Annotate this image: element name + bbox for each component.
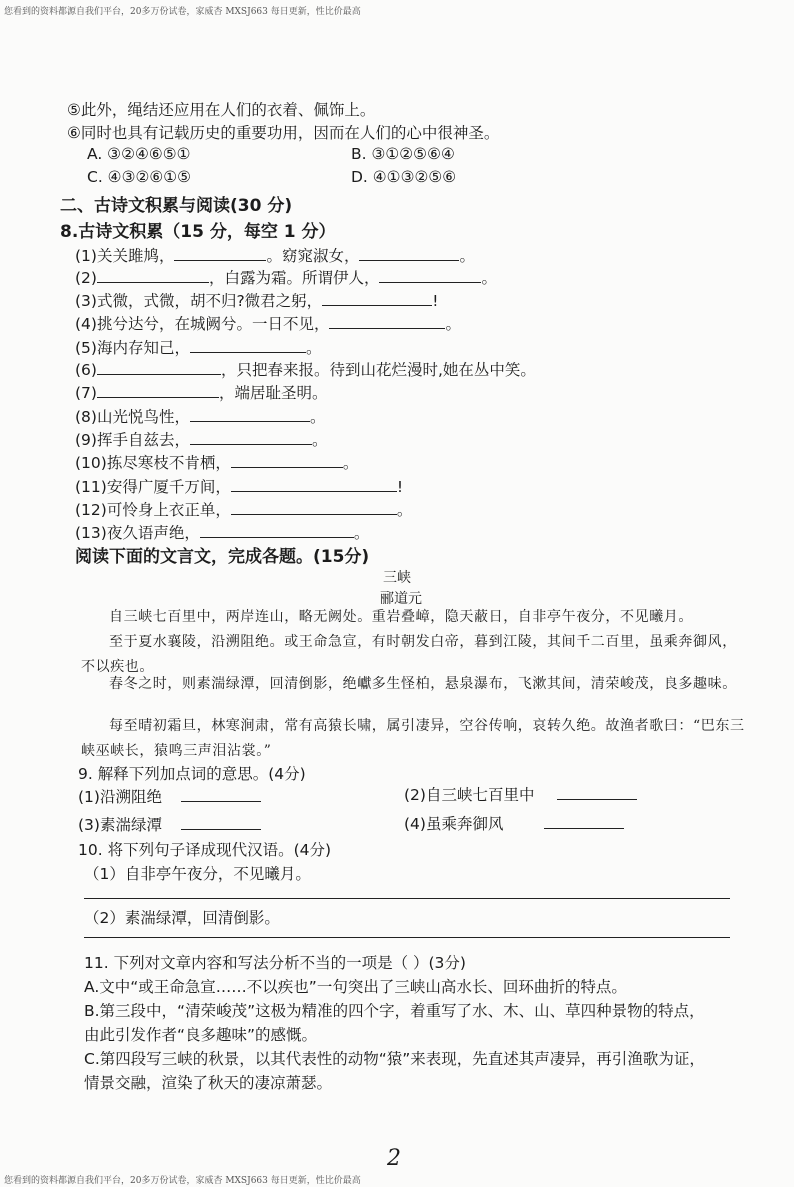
poem-line-12 [75, 498, 412, 520]
poem-text: (8)山光悦鸟性， [75, 408, 190, 426]
poem-line-3 [75, 289, 438, 311]
answer-blank[interactable] [190, 339, 306, 353]
poem-text: (13)夜久语声绝， [75, 524, 200, 542]
q9-item-text: (2)自三峡七百里中 [404, 786, 535, 804]
answer-blank[interactable] [322, 292, 432, 306]
answer-blank[interactable] [181, 816, 261, 830]
answer-blank[interactable] [329, 315, 445, 329]
page-number: 2 [387, 1146, 401, 1171]
q11-option-c-line-2: 情景交融，渲染了秋天的凄凉萧瑟。 [84, 1074, 333, 1092]
item-6: ⑥同时也具有记载历史的重要功用，因而在人们的心中很神圣。 [67, 124, 500, 142]
answer-blank[interactable] [97, 384, 219, 398]
poem-text: 。 [305, 339, 322, 357]
reading-title: 阅读下面的文言文，完成各题。(15分) [75, 547, 370, 567]
poem-text: (6) [75, 361, 97, 379]
poem-text: ，端居耻圣明。 [218, 384, 328, 402]
poem-text: (5)海内存知己， [75, 339, 190, 357]
poem-text: 。 [309, 408, 326, 426]
answer-blank[interactable] [379, 269, 481, 283]
answer-blank[interactable] [557, 786, 637, 800]
poem-line-9 [75, 428, 327, 450]
answer-blank[interactable] [97, 361, 221, 375]
answer-blank[interactable] [190, 431, 312, 445]
poem-text: 。 [311, 431, 328, 449]
q9-item-2 [404, 783, 637, 805]
answer-blank[interactable] [231, 501, 397, 515]
article-author: 郦道元 [380, 591, 422, 607]
poem-line-6 [75, 358, 536, 380]
q8-title: 8.古诗文积累（15 分，每空 1 分） [60, 222, 336, 242]
q11-option-c-line-1: C.第四段写三峡的秋景，以其代表性的动物“猿”来表现，先直述其声凄异，再引渔歌为证， [84, 1050, 705, 1068]
answer-line[interactable] [84, 937, 730, 938]
q9-item-text: (3)素湍绿潭 [78, 816, 162, 834]
poem-text: 。 [353, 524, 370, 542]
poem-text: ，白露为霜。所谓伊人， [208, 269, 380, 287]
answer-blank[interactable] [174, 247, 266, 261]
poem-text: 。 [481, 269, 497, 287]
poem-text: 。 [459, 247, 475, 265]
watermark-top: 您看到的资料都源自我们平台，20多万份试卷，家威杏 MXSJ663 每日更新，性比价最高 [4, 7, 361, 17]
poem-line-1 [75, 244, 475, 266]
poem-text: 。 [342, 454, 359, 472]
answer-blank[interactable] [359, 247, 459, 261]
q9-item-3 [78, 813, 261, 835]
poem-line-5 [75, 336, 321, 358]
poem-text: (11)安得广厦千万间， [75, 478, 231, 496]
q11-option-b-line-1: B.第三段中，“清荣峻茂”这极为精准的四个字，着重写了水、木、山、草四种景物的特点， [84, 1002, 705, 1020]
item-5: ⑤此外，绳结还应用在人们的衣着、佩饰上。 [67, 101, 376, 119]
q9-item-4 [404, 812, 624, 834]
article-paragraph-3: 春冬之时，则素湍绿潭，回清倒影，绝巘多生怪柏，悬泉瀑布，飞漱其间，清荣峻茂，良多趣味。 [109, 676, 737, 692]
option-d: D. ④①③②⑤⑥ [351, 168, 457, 186]
q10-sentence-2: （2）素湍绿潭，回清倒影。 [84, 909, 280, 927]
option-a: A. ③②④⑥⑤① [87, 145, 191, 163]
watermark-bottom: 您看到的资料都源自我们平台，20多万份试卷，家威杏 MXSJ663 每日更新，性比价最高 [4, 1176, 361, 1186]
poem-text: (12)可怜身上衣正单， [75, 501, 231, 519]
poem-text: (2) [75, 269, 97, 287]
answer-blank[interactable] [190, 408, 310, 422]
poem-text: (1)关关雎鸠， [75, 247, 175, 265]
poem-line-7 [75, 381, 327, 403]
answer-blank[interactable] [231, 454, 343, 468]
answer-blank[interactable] [200, 524, 354, 538]
poem-text: ! [396, 478, 404, 496]
poem-text: 。窈窕淑女， [266, 247, 360, 265]
poem-line-4 [75, 312, 461, 334]
article-paragraph-1: 自三峡七百里中，两岸连山，略无阙处。重岩叠嶂，隐天蔽日，自非亭午夜分，不见曦月。 [109, 609, 693, 625]
option-c: C. ④③②⑥①⑤ [87, 168, 192, 186]
answer-blank[interactable] [181, 788, 261, 802]
poem-text: (3)式微，式微，胡不归?微君之躬， [75, 292, 323, 310]
q10-title: 10. 将下列句子译成现代汉语。(4分) [78, 841, 332, 859]
article-title: 三峡 [383, 570, 411, 586]
poem-text: (4)挑兮达兮，在城阙兮。一日不见， [75, 315, 330, 333]
section-title: 二、古诗文积累与阅读(30 分) [60, 196, 293, 216]
poem-text: (10)拣尽寒枝不肯栖， [75, 454, 231, 472]
poem-text: 。 [396, 501, 413, 519]
answer-blank[interactable] [544, 815, 624, 829]
q9-item-text: (4)虽乘奔御风 [404, 815, 504, 833]
poem-text: ，只把春来报。待到山花烂漫时,她在丛中笑。 [220, 361, 536, 379]
q9-item-1 [78, 785, 261, 807]
poem-text: (9)挥手自兹去， [75, 431, 190, 449]
poem-text: 。 [445, 315, 461, 333]
answer-blank[interactable] [97, 269, 209, 283]
q11-option-b-line-2: 由此引发作者“良多趣味”的感慨。 [84, 1026, 318, 1044]
poem-line-8 [75, 405, 325, 427]
poem-text: (7) [75, 384, 97, 402]
answer-blank[interactable] [231, 478, 397, 492]
poem-line-13 [75, 521, 369, 543]
poem-line-11 [75, 475, 403, 497]
option-b: B. ③①②⑤⑥④ [351, 145, 455, 163]
article-paragraph-4: 每至晴初霜旦，林寒涧肃，常有高猿长啸，属引凄异，空谷传响，哀转久绝。故渔者歌曰：“巴东三峡巫峡长，猿鸣三声泪沾裳。” [81, 718, 745, 759]
poem-line-10 [75, 451, 358, 473]
poem-line-2 [75, 266, 497, 288]
q9-title: 9. 解释下列加点词的意思。(4分) [78, 765, 306, 783]
answer-line[interactable] [84, 898, 730, 899]
q9-item-text: (1)沿溯阻绝 [78, 788, 162, 806]
poem-text: ! [432, 292, 439, 310]
q11-title: 11. 下列对文章内容和写法分析不当的一项是（ ）(3分) [84, 954, 466, 972]
q11-option-a: A.文中“或王命急宣……不以疾也”一句突出了三峡山高水长、回环曲折的特点。 [84, 978, 627, 996]
article-paragraph-2: 至于夏水襄陵，沿溯阻绝。或王命急宣，有时朝发白帝，暮到江陵，其间千二百里，虽乘奔御风，不以疾也。 [81, 634, 737, 675]
q10-sentence-1: （1）自非亭午夜分，不见曦月。 [84, 865, 311, 883]
